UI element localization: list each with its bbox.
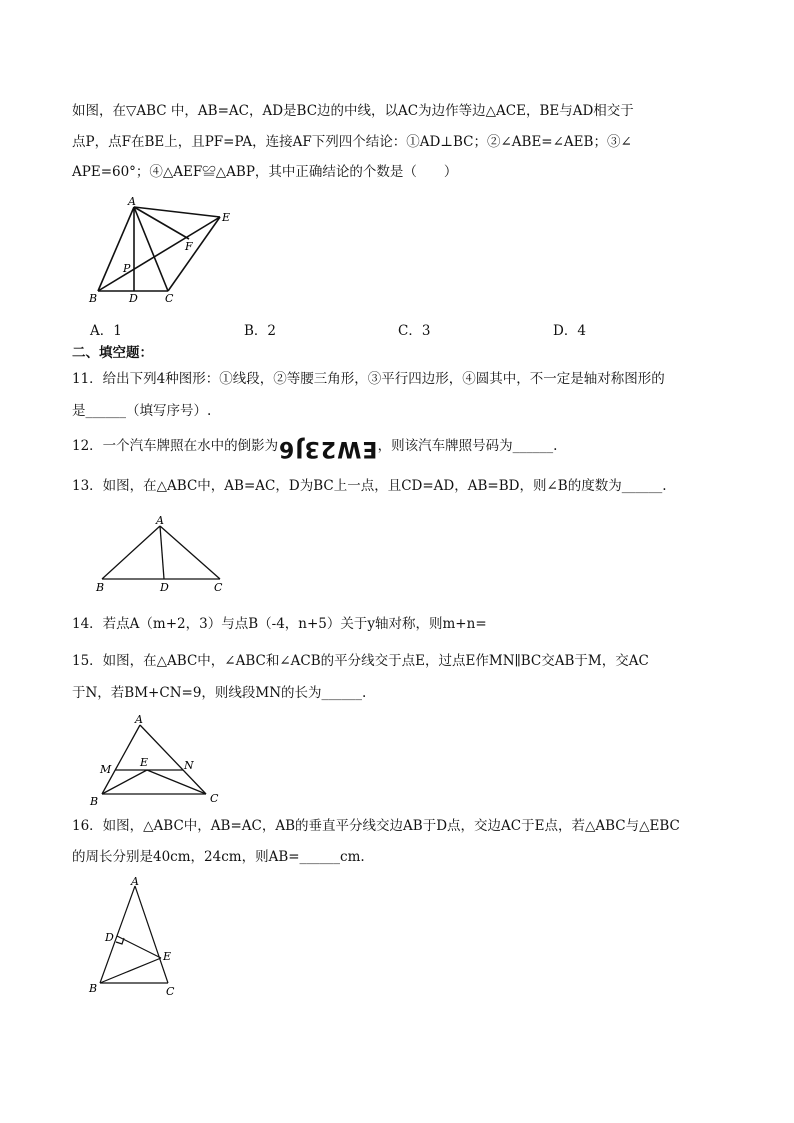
q10-line-2: 点P，点F在BE上，且PF=PA，连接AF下列四个结论：①AD⊥BC；②∠ABE=∠AEB；③∠ bbox=[72, 134, 632, 150]
q13-label-c: C bbox=[214, 581, 223, 594]
q13-label-a: A bbox=[156, 514, 164, 527]
q10-label-d: D bbox=[129, 292, 138, 305]
q12-line bbox=[72, 436, 732, 461]
q10-label-c: C bbox=[165, 292, 174, 305]
q16-line-2: 的周长分别是40cm，24cm，则AB=______cm. bbox=[72, 849, 365, 865]
q16-label-e: E bbox=[163, 950, 172, 963]
q15-label-e: E bbox=[140, 756, 149, 769]
q16-label-c: C bbox=[166, 985, 175, 998]
q11-line-2: 是______（填写序号）. bbox=[72, 403, 212, 419]
q13-figure bbox=[92, 512, 232, 596]
q10-label-f: F bbox=[185, 240, 193, 253]
q15-line-2: 于N，若BM+CN=9，则线段MN的长为______. bbox=[72, 685, 367, 701]
q10-option-c: C．3 bbox=[398, 323, 431, 339]
q16-label-d: D bbox=[105, 931, 114, 944]
q15-label-b: B bbox=[90, 795, 99, 808]
q10-label-p: P bbox=[123, 262, 131, 275]
q10-line-1: 如图，在▽ABC 中，AB=AC，AD是BC边的中线，以AC为边作等边△ACE，BE与AD相交于 bbox=[72, 103, 634, 119]
q13-label-d: D bbox=[160, 581, 169, 594]
q16-label-b: B bbox=[89, 982, 98, 995]
q13-line: 13．如图，在△ABC中，AB=AC，D为BC上一点，且CD=AD，AB=BD，则∠B的度数为______. bbox=[72, 478, 667, 494]
q16-label-a: A bbox=[131, 876, 139, 888]
q10-option-b: B．2 bbox=[244, 323, 277, 339]
q16-line-1: 16．如图，△ABC中，AB=AC，AB的垂直平分线交边AB于D点，交边AC于E点，若△ABC与△EBC bbox=[72, 818, 680, 834]
q16-figure bbox=[86, 876, 190, 1000]
q10-line-3: APE=60°；④△AEF≌△ABP，其中正确结论的个数是（ ） bbox=[72, 164, 458, 180]
q12-plate-reflection: EW23J6 bbox=[278, 436, 378, 461]
q15-line-1: 15．如图，在△ABC中，∠ABC和∠ACB的平分线交于点E，过点E作MN∥BC交AB于M，交AC bbox=[72, 653, 649, 669]
q10-option-a: A．1 bbox=[90, 323, 122, 339]
q10-label-e: E bbox=[222, 211, 231, 224]
q12-text-pre: 12．一个汽车牌照在水中的倒影为 bbox=[72, 438, 279, 454]
q15-label-n: N bbox=[184, 759, 194, 772]
q10-label-b: B bbox=[89, 292, 98, 305]
q10-label-a: A bbox=[128, 195, 136, 208]
q15-figure bbox=[88, 712, 228, 808]
q14-line: 14．若点A（m+2，3）与点B（-4，n+5）关于y轴对称，则m+n= bbox=[72, 616, 487, 632]
q10-figure bbox=[84, 194, 234, 306]
q15-label-a: A bbox=[135, 713, 143, 726]
q15-label-m: M bbox=[100, 763, 112, 776]
q10-option-d: D．4 bbox=[553, 323, 586, 339]
q11-line-1: 11．给出下列4种图形：①线段，②等腰三角形，③平行四边形，④圆其中，不一定是轴对称图形的 bbox=[72, 371, 665, 387]
q13-label-b: B bbox=[96, 581, 105, 594]
section-heading-fill-in: 二、填空题： bbox=[72, 345, 153, 361]
q15-label-c: C bbox=[210, 792, 219, 805]
q12-text-post: ，则该汽车牌照号码为______. bbox=[377, 438, 558, 454]
